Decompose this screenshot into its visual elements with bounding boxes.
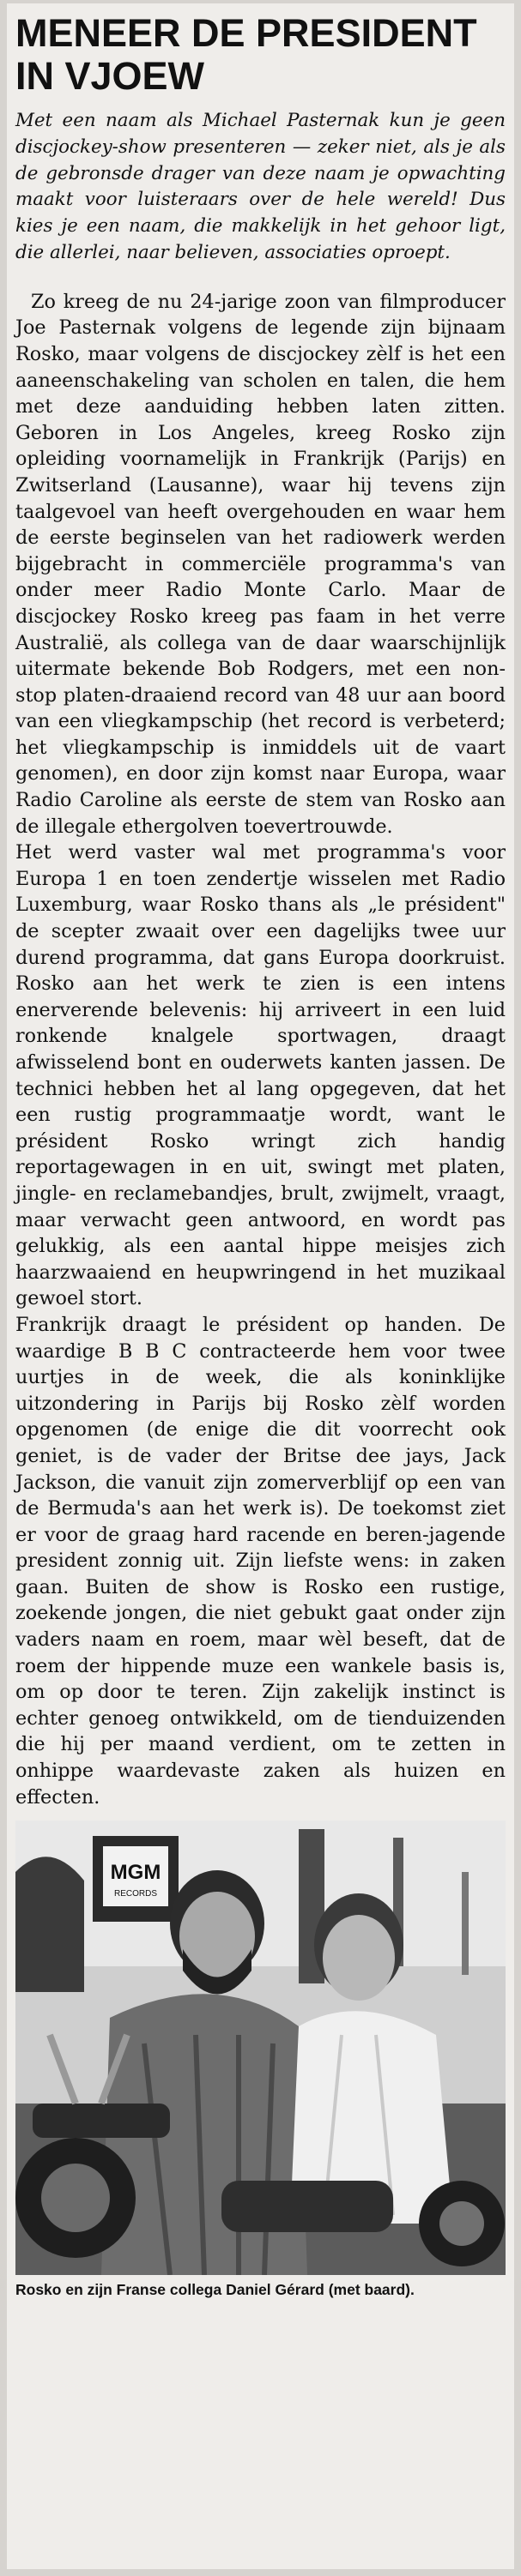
article-body [15, 289, 506, 1810]
photo-caption: Rosko en zijn Franse collega Daniel Gérard (met baard). [15, 2281, 415, 2299]
magazine-page [7, 3, 514, 2569]
title-line-2: IN VJOEW [15, 54, 205, 98]
article-photo [15, 1821, 506, 2275]
article-title [15, 12, 506, 98]
paragraph-3: Frankrijk draagt le président op handen. De waardige B B C contracteerde hem voor twee uurtjes in de week, die als koninklijke uitzondering in Parijs bij Rosko zèlf worden opgenomen (de enige die dit voorrecht ook geniet, is de vader der Britse dee jays, Jack Jackson, die vanuit zijn zomerverblijf op een van de Bermuda's aan het werk is). De toekomst ziet er voor de graag hard racende en beren-jagende president zonnig uit. Zijn liefste wens: in zaken gaan. Buiten de show is Rosko een rustige, zoekende jongen, die niet gebukt gaat onder zijn vaders naam en roem, maar wèl beseft, dat de roem der hippende muze een wankele basis is, om op door te teren. Zijn zakelijk instinct is echter genoeg ontwikkeld, om de tienduizenden die hij per maand verdient, om te zetten in onhippe waardevaste zaken als huizen en effecten. [15, 1313, 506, 1809]
sign-text: MGM [110, 1861, 161, 1885]
article-intro: Met een naam als Michael Pasternak kun je geen discjockey-show presenteren — zeker niet, als je als de gebronsde drager van deze naam je opwachting maakt voor luisteraars over de hele wereld! Dus kies je een naam, die makkelijk in het gehoor ligt, die allerlei, naar believen, associaties oproept. [15, 110, 506, 263]
title-line-1: MENEER DE PRESIDENT [15, 11, 477, 55]
paragraph-1: Zo kreeg de nu 24-jarige zoon van filmproducer Joe Pasternak volgens de legende zijn bijnaam Rosko, maar volgens de discjockey zèlf is het een aaneenschakeling van scholen en talen, die hem met deze aanduiding hebben laten zitten. Geboren in Los Angeles, kreeg Rosko zijn opleiding voornamelijk in Frankrijk (Parijs) en Zwitserland (Lausanne), waar hij tevens zijn taalgevoel van heeft overgehouden en waar hem de eerste beginselen van het radiowerk werden bijgebracht in commerciële programma's van onder meer Radio Monte Carlo. Maar de discjockey Rosko kreeg pas faam in het verre Australië, als collega van de daar waarschijnlijk uitermate bekende Bob Rodgers, met een non-stop platen-draaiend record van 48 uur aan boord van een vliegkampschip (het record is verbeterd; het vliegkampschip is inmiddels uit de vaart genomen), en door zijn komst naar Europa, waar Radio Caroline als eerste de stem van Rosko aan de illegale ethergolven toevertrouwde. [15, 290, 506, 838]
photo-illustration [15, 1821, 506, 2275]
paragraph-2: Het werd vaster wal met programma's voor Europa 1 en toen zendertje wisselen met Radio Luxemburg, waar Rosko thans als „le président" de scepter zwaait over een dagelijks twee uur durend programma, dat gans Europa doorkruist. Rosko aan het werk te zien is een intens enerverende belevenis: hij arriveert in een luid ronkende knalgele sportwagen, draagt afwisselend bont en ouderwets kanten jassen. De technici hebben het al lang opgegeven, dat het een rustig programmaatje wordt, want le président Rosko wringt zich handig reportagewagen in en uit, swingt met platen, jingle- en reclamebandjes, brult, zwijmelt, vraagt, maar verwacht geen antwoord, en wordt pas gelukkig, als een aantal hippe meisjes zich haarzwaaiend en heupwringend in het muzikaal gewoel stort. [15, 841, 506, 1310]
sign-subtext: RECORDS [113, 1889, 158, 1899]
